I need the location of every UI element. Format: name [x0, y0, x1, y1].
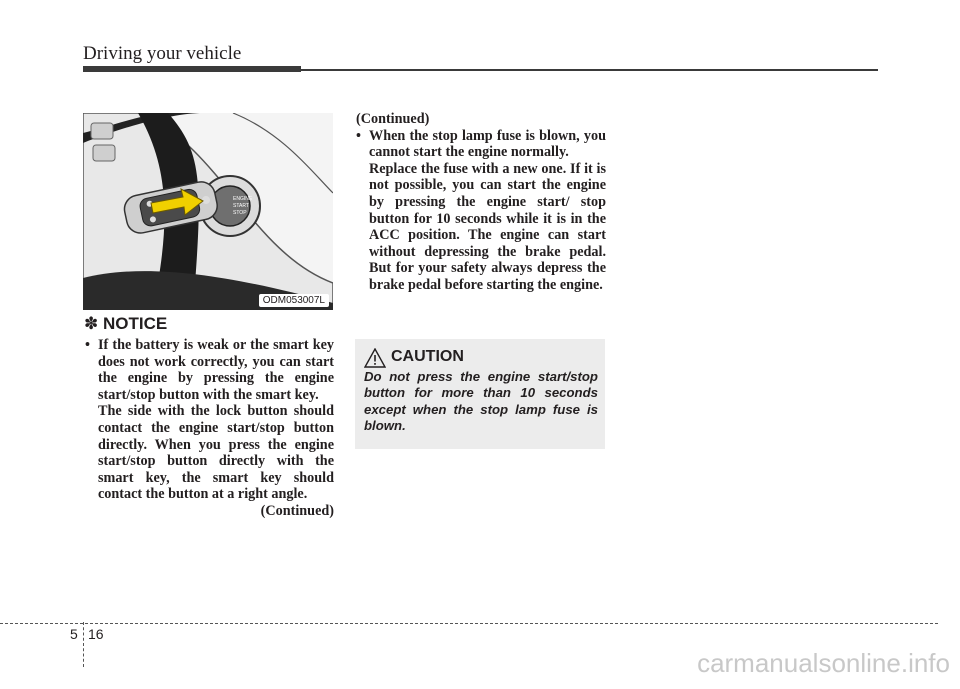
- page-title: Driving your vehicle: [83, 43, 242, 64]
- notice-list: [85, 337, 334, 403]
- list-item: [356, 128, 606, 161]
- notice-paragraph: The side with the lock button should contact the engine start/stop button directly. When you press the engine start/stop button directly with the smart key, the smart key should contact the button at a right angle.: [98, 403, 334, 503]
- notice-list: [356, 128, 606, 161]
- smart-key-illustration: [83, 113, 333, 310]
- notice-body: [85, 337, 334, 520]
- footer-divider: [83, 622, 84, 667]
- bullet: •: [85, 337, 90, 353]
- warning-triangle-icon: [364, 348, 386, 368]
- notice-title: NOTICE: [102, 314, 168, 333]
- watermark: carmanualsonline.info: [697, 648, 950, 678]
- caution-heading: CAUTION: [391, 348, 464, 365]
- notice-item-text: If the battery is weak or the smart key does not work correctly, you can start the engine by pressing the engine start/stop button with the smart key.: [98, 337, 334, 403]
- header-rule-thick: [83, 66, 301, 72]
- bullet: •: [356, 127, 361, 144]
- list-item: [85, 337, 334, 403]
- figure-caption: ODM053007L: [259, 294, 329, 307]
- button-text-start: START: [233, 203, 249, 209]
- footer-rule: [0, 623, 938, 624]
- notice-symbol: ✽: [84, 314, 99, 333]
- continued-label: (Continued): [356, 111, 430, 127]
- button-text-engine: ENGINE: [233, 196, 253, 202]
- page-number: 16: [88, 626, 104, 642]
- smart-key-figure: [83, 113, 333, 310]
- notice-item-text: When the stop lamp fuse is blown, you cannot start the engine normally.: [369, 127, 606, 161]
- caution-text: Do not press the engine start/stop button for more than 10 seconds except when the stop lamp fuse is blown.: [364, 369, 598, 434]
- continued-label: (Continued): [260, 502, 334, 519]
- notice-heading: [84, 314, 167, 334]
- notice-continued-body: [356, 111, 606, 294]
- button-text-stop: STOP: [233, 210, 247, 216]
- chapter-number: 5: [70, 626, 78, 642]
- caution-box: [355, 339, 605, 449]
- header-rule-thin: [301, 69, 878, 71]
- notice-paragraph: Replace the fuse with a new one. If it is not possible, you can start the engine by pressing the engine start/ stop button for 10 seconds while it is in the ACC position. The engine can start without depressing the brake pedal. But for your safety always depress the brake pedal before starting the engine.: [369, 160, 606, 293]
